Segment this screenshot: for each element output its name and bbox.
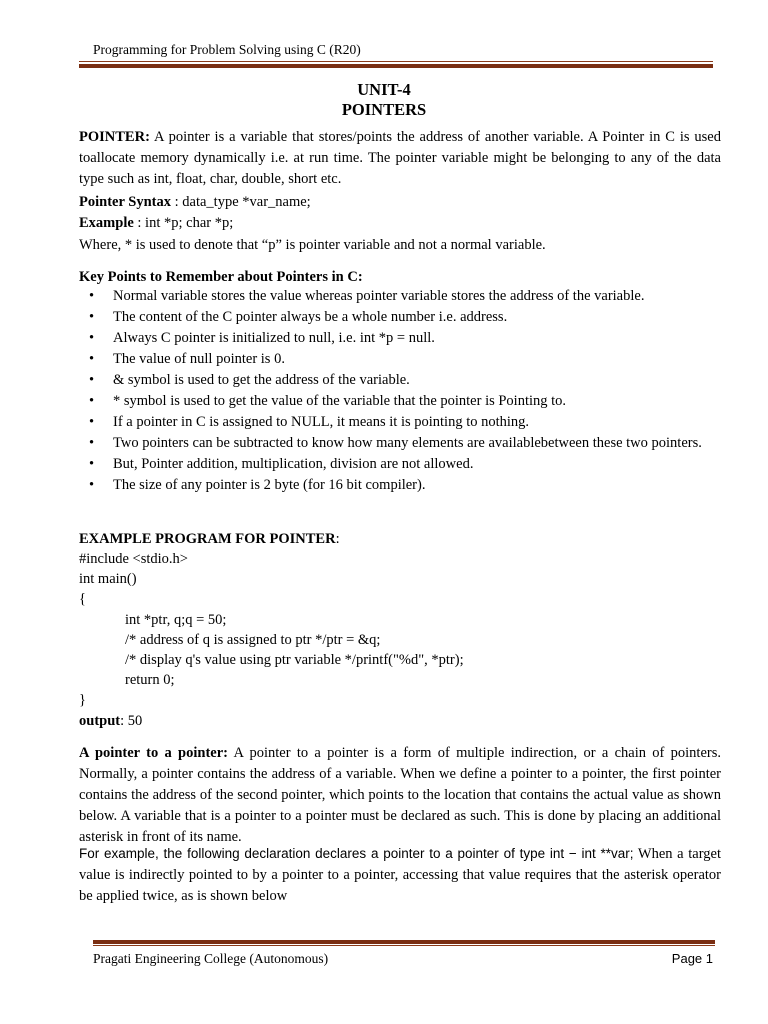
pointer-example <box>79 213 721 234</box>
code-line-printf: /* display q's value using ptr variable */printf("%d", *ptr); <box>125 652 464 668</box>
pointer-definition-text: A pointer is a variable that stores/points the address of another variable. A Pointer in C is used toallocate memory dynamically i.e. at run time. The pointer variable might be belonging to any of the data type such as int, float, char, double, short etc. <box>79 129 721 187</box>
key-points-list <box>79 287 721 497</box>
header-rule-thick <box>79 64 713 68</box>
footer-rule-thin <box>93 945 715 946</box>
list-item: • Normal variable stores the value whereas pointer variable stores the address of the variable. <box>79 287 721 305</box>
pointer-to-pointer-text: A pointer to a pointer is a form of multiple indirection, or a chain of pointers. Normally, a pointer contains the address of a variable. When we define a pointer to a pointer, the first pointer contains the address of the second pointer, which points to the location that contains the actual value as shown below. A variable that is a pointer to a pointer must be declared as such. This is done by placing an additional asterisk in front of its name. <box>79 745 721 845</box>
code-line-main: int main() <box>79 571 137 587</box>
list-item: • & symbol is used to get the address of the variable. <box>79 371 721 389</box>
header-rule-thin <box>79 61 713 62</box>
for-example-paragraph <box>79 843 721 907</box>
footer-rule-thick <box>93 940 715 944</box>
list-item: • The size of any pointer is 2 byte (for 16 bit compiler). <box>79 476 721 494</box>
output-label: output <box>79 713 121 729</box>
for-example-sans-text: For example, the following declaration declares a pointer to a pointer of type int − int **var; <box>79 846 634 861</box>
list-item: • But, Pointer addition, multiplication, division are not allowed. <box>79 455 721 473</box>
code-line-open-brace: { <box>79 591 86 607</box>
code-line-return: return 0; <box>125 672 175 688</box>
footer-college: Pragati Engineering College (Autonomous) <box>93 951 329 966</box>
program-heading-text: EXAMPLE PROGRAM FOR POINTER <box>79 531 336 547</box>
program-heading-colon: : <box>335 531 340 547</box>
key-points-heading-text: Key Points to Remember about Pointers in C: <box>79 269 363 285</box>
pointer-to-pointer-paragraph <box>79 743 721 848</box>
where-text: Where, * is used to denote that “p” is pointer variable and not a normal variable. <box>79 237 546 253</box>
list-item: • Always C pointer is initialized to null, i.e. int *p = null. <box>79 329 721 347</box>
program-heading <box>79 529 721 550</box>
code-line-assign: /* address of q is assigned to ptr */ptr = &q; <box>125 632 381 648</box>
unit-subtitle: POINTERS <box>341 100 427 119</box>
example-label: Example <box>79 215 134 231</box>
code-line-close-brace: } <box>79 692 86 708</box>
syntax-text: : data_type *var_name; <box>170 194 311 210</box>
key-points-heading <box>79 267 721 288</box>
code-line-include: #include <stdio.h> <box>79 551 188 567</box>
header-title: Programming for Problem Solving using C (R20) <box>93 42 361 57</box>
list-item: • If a pointer in C is assigned to NULL, it means it is pointing to nothing. <box>79 413 721 431</box>
pointer-to-pointer-term: A pointer to a pointer: <box>79 745 228 761</box>
list-item: • * symbol is used to get the value of the variable that the pointer is Pointing to. <box>79 392 721 410</box>
list-item: • The content of the C pointer always be a whole number i.e. address. <box>79 308 721 326</box>
unit-title: UNIT-4 <box>357 80 411 99</box>
list-item: • The value of null pointer is 0. <box>79 350 721 368</box>
program-output <box>79 711 142 731</box>
syntax-label: Pointer Syntax <box>79 194 171 210</box>
list-item: • Two pointers can be subtracted to know how many elements are availablebetween these two pointers. <box>79 434 721 452</box>
output-value: : 50 <box>120 713 143 729</box>
for-example-serif-text: When a target value is indirectly pointed to by a pointer to a pointer, accessing that value requires that the asterisk operator be applied twice, as is shown below <box>79 846 721 904</box>
pointer-term: POINTER: <box>79 129 150 145</box>
pointer-definition <box>79 127 721 190</box>
code-line-declare: int *ptr, q;q = 50; <box>125 612 227 628</box>
pointer-syntax <box>79 192 721 213</box>
page-number: Page 1 <box>671 951 713 966</box>
example-text: : int *p; char *p; <box>133 215 234 231</box>
